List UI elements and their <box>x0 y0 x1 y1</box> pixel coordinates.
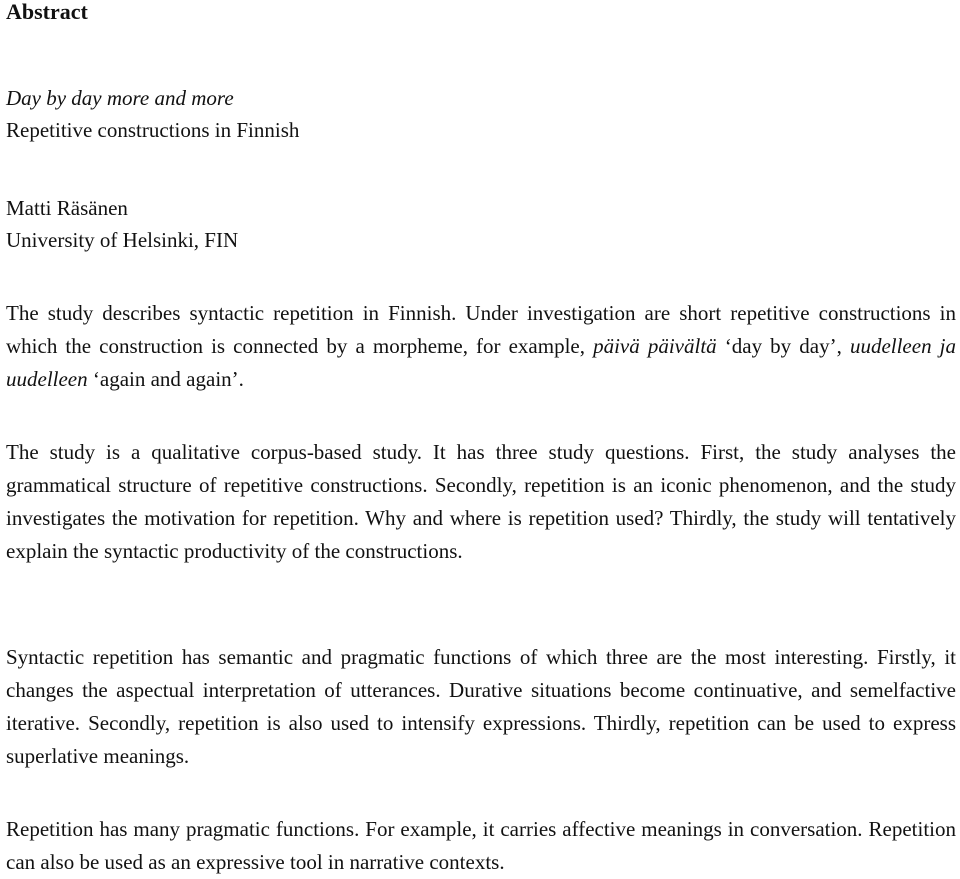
author-affiliation: University of Helsinki, FIN <box>6 228 239 252</box>
author-name: Matti Räsänen <box>6 196 128 220</box>
paper-title: Day by day more and more <box>6 86 234 110</box>
example-uudelleen: uudelleen ja uudelleen <box>6 334 956 391</box>
abstract-paragraph-4: Repetition has many pragmatic functions. For example, it carries affective meanings in conversation. Repetition can also be used as an expressive tool in narrative contexts. <box>6 817 956 874</box>
paper-subtitle: Repetitive constructions in Finnish <box>6 118 300 142</box>
example-paiva-paivalta: päivä päivältä <box>593 334 717 358</box>
paragraph-1-text-c: ‘again and again’. <box>87 367 244 391</box>
abstract-heading: Abstract <box>6 0 88 24</box>
abstract-paragraph-2: The study is a qualitative corpus-based study. It has three study questions. First, the study analyses the grammatical structure of repetitive constructions. Secondly, repetition is an iconic phenomenon, and the study investigates the motivation for repetition. Why and where is repetition used? Thirdly, the study will tentatively explain the syntactic productivity of the constructions. <box>6 440 956 563</box>
abstract-paragraph-1 <box>6 297 956 396</box>
abstract-paragraph-3: Syntactic repetition has semantic and pragmatic functions of which three are the most interesting. Firstly, it changes the aspectual interpretation of utterances. Durative situations become continuative, and semelfactive iterative. Secondly, repetition is also used to intensify expressions. Thirdly, repetition can be used to express superlative meanings. <box>6 645 956 768</box>
paragraph-1-text-a: The study describes syntactic repetition in Finnish. Under investigation are short repetitive constructions in which the construction is connected by a morpheme, for example, <box>6 301 956 358</box>
paragraph-1-text-b: ‘day by day’, <box>716 334 850 358</box>
